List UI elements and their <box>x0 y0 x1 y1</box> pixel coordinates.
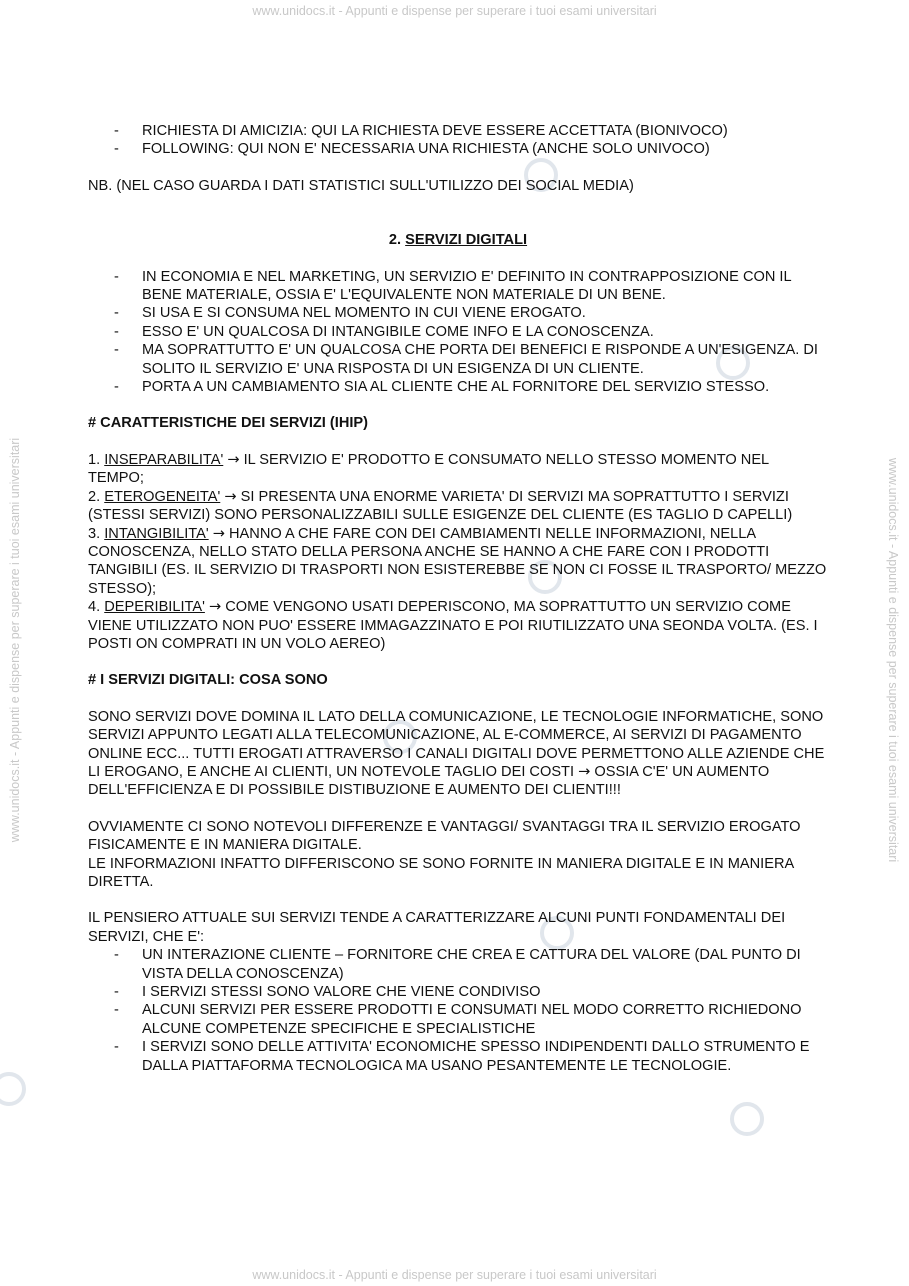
arrow-icon: → <box>578 762 591 780</box>
caratteristiche-heading: # CARATTERISTICHE DEI SERVIZI (IHIP) <box>88 415 369 432</box>
unidocs-logo-icon <box>730 1102 764 1136</box>
list-item: - UN INTERAZIONE CLIENTE – FORNITORE CHE CREA E CATTURA DEL VALORE (DAL PUNTO DI VISTA DELLA CONOSCENZA) <box>142 946 828 983</box>
list-item: - ALCUNI SERVIZI PER ESSERE PRODOTTI E CONSUMATI NEL MODO CORRETTO RICHIEDONO ALCUNE COMPETENZE SPECIFICHE E SPECIALISTICHE <box>142 1001 828 1038</box>
list-item: - I SERVIZI SONO DELLE ATTIVITA' ECONOMICHE SPESSO INDIPENDENTI DALLO STRUMENTO E DALLA PIATTAFORMA TECNOLOGICA MA USANO PESANTEMENTE LE TECNOLOGIE. <box>142 1038 828 1075</box>
body-paragraph: IL PENSIERO ATTUALE SUI SERVIZI TENDE A CARATTERIZZARE ALCUNI PUNTI FONDAMENTALI DEI SERVIZI, CHE E': <box>88 910 786 945</box>
list-item: - ESSO E' UN QUALCOSA DI INTANGIBILE COME INFO E LA CONOSCENZA. <box>142 323 828 341</box>
body-paragraph: SONO SERVIZI DOVE DOMINA IL LATO DELLA COMUNICAZIONE, LE TECNOLOGIE INFORMATICHE, SONO SERVIZI APPUNTO LEGATI ALLA TELECOMUNICAZIONE, AL E-COMMERCE, AI SERVIZI DI PAGAMENTO ONLINE ECC... TUTTI EROGATI ATTRAVERSO I CANALI DIGITALI DOVE PERMETTONO ALLE AZIENDE CHE LI EROGANO, E ANCHE AI CLIENTI, UN NOTEVOLE TAGLIO DEI COSTI → OSSIA C'E' UN AUMENTO DELL'EFFICIENZA E DI POSSIBILE DISTIBUZIONE E AUMENTO DEI CLIENTI!!! <box>88 708 825 799</box>
list-item: - FOLLOWING: QUI NON E' NECESSARIA UNA RICHIESTA (ANCHE SOLO UNIVOCO) <box>142 140 828 158</box>
caratteristica-item: 4. DEPERIBILITA' → COME VENGONO USATI DEPERISCONO, MA SOPRATTUTTO UN SERVIZIO COME VIENE UTILIZZATO NON PUO' ESSERE IMMAGAZZINATO E POI RIUTILIZZATO UNA SEONDA VOLTA. (ES. I POSTI ON COMPRATI IN UN VOLO AEREO) <box>88 598 818 652</box>
watermark-top: www.unidocs.it - Appunti e dispense per superare i tuoi esami universitari <box>252 4 657 18</box>
body-paragraph: LE INFORMAZIONI INFATTO DIFFERISCONO SE SONO FORNITE IN MANIERA DIGITALE E IN MANIERA DIRETTA. <box>88 855 794 890</box>
list-item: - PORTA A UN CAMBIAMENTO SIA AL CLIENTE CHE AL FORNITORE DEL SERVIZIO STESSO. <box>142 378 828 396</box>
note-paragraph: NB. (NEL CASO GUARDA I DATI STATISTICI SULL'UTILIZZO DEI SOCIAL MEDIA) <box>88 177 634 194</box>
arrow-icon: → <box>212 524 225 542</box>
document-content <box>88 122 828 1075</box>
watermark-right: www.unidocs.it - Appunti e dispense per superare i tuoi esami universitari <box>886 457 900 863</box>
arrow-icon: → <box>208 598 222 616</box>
list-item: - IN ECONOMIA E NEL MARKETING, UN SERVIZIO E' DEFINITO IN CONTRAPPOSIZIONE CON IL BENE MATERIALE, OSSIA E' L'EQUIVALENTE NON MATERIALE DI UN BENE. <box>142 268 828 305</box>
watermark-bottom: www.unidocs.it - Appunti e dispense per superare i tuoi esami universitari <box>252 1268 657 1282</box>
punti-list <box>88 946 828 1075</box>
servizi-list <box>88 268 828 397</box>
caratteristica-item: 3. INTANGIBILITA' → HANNO A CHE FARE CON DEI CAMBIAMENTI NELLE INFORMAZIONI, NELLA CONOSCENZA, NELLO STATO DELLA PERSONA ANCHE SE HANNO A CHE FARE CON I PRODOTTI TANGIBILI (ES. IL SERVIZIO DI TRASPORTI NON ESISTEREBBE SE NON CI FOSSE IL TRASPORTO/ MEZZO STESSO); <box>88 524 827 597</box>
list-item: - I SERVIZI STESSI SONO VALORE CHE VIENE CONDIVISO <box>142 983 828 1001</box>
intro-list <box>88 122 828 159</box>
section-title: 2. SERVIZI DIGITALI <box>388 232 528 249</box>
watermark-left: www.unidocs.it - Appunti e dispense per superare i tuoi esami universitari <box>8 437 22 843</box>
body-paragraph: OVVIAMENTE CI SONO NOTEVOLI DIFFERENZE E VANTAGGI/ SVANTAGGI TRA IL SERVIZIO EROGATO FISICAMENTE E IN MANIERA DIGITALE. <box>88 818 801 854</box>
list-item: - MA SOPRATTUTTO E' UN QUALCOSA CHE PORTA DEI BENEFICI E RISPONDE A UN'ESIGENZA. DI SOLITO IL SERVIZIO E' UNA RISPOSTA DI UN ESIGENZA DI UN CLIENTE. <box>142 341 828 378</box>
arrow-icon: → <box>227 450 240 468</box>
cosa-sono-heading: # I SERVIZI DIGITALI: COSA SONO <box>88 672 328 689</box>
arrow-icon: → <box>224 487 237 505</box>
unidocs-logo-icon <box>0 1072 26 1106</box>
list-item: - SI USA E SI CONSUMA NEL MOMENTO IN CUI VIENE EROGATO. <box>142 304 828 322</box>
list-item: - RICHIESTA DI AMICIZIA: QUI LA RICHIESTA DEVE ESSERE ACCETTATA (BIONIVOCO) <box>142 122 828 140</box>
caratteristica-item: 2. ETEROGENEITA' → SI PRESENTA UNA ENORME VARIETA' DI SERVIZI MA SOPRATTUTTO I SERVIZI (STESSI SERVIZI) SONO PERSONALIZZABILI SULLE ESIGENZE DEL CLIENTE (ES TAGLIO D CAPELLI) <box>88 487 793 524</box>
caratteristica-item: 1. INSEPARABILITA' → IL SERVIZIO E' PRODOTTO E CONSUMATO NELLO STESSO MOMENTO NEL TEMPO; <box>88 450 769 487</box>
